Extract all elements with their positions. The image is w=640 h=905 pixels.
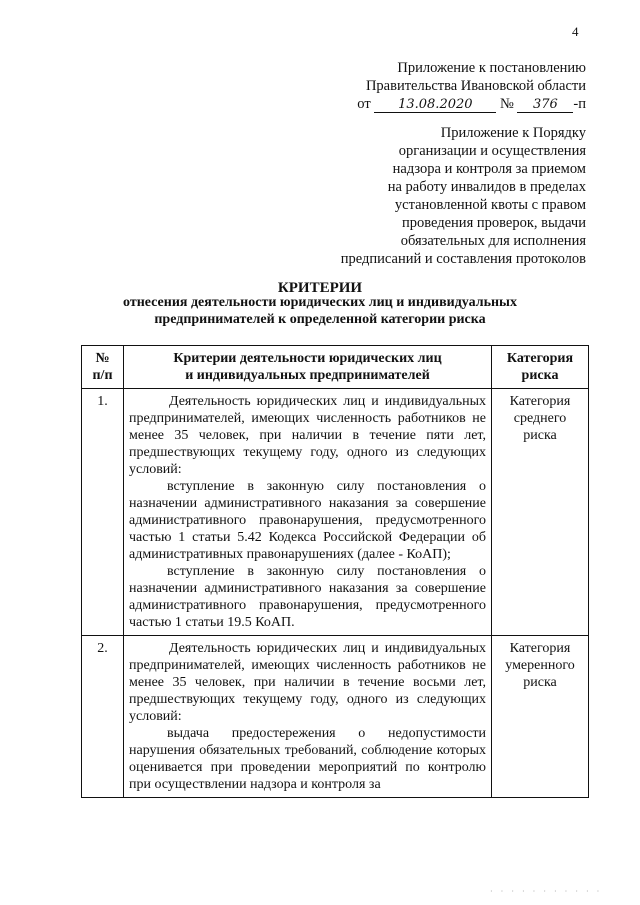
appendix-order-line: установленной квоты с правом <box>394 197 586 213</box>
appendix-order-line: организации и осуществления <box>398 143 586 159</box>
header-criteria-line-1: Критерии деятельности юридических лиц <box>173 351 442 366</box>
scan-marks: · · · · · · · · · · · <box>490 887 603 896</box>
header-number <box>82 346 124 389</box>
criteria-paragraph: Деятельность юридических лиц и индивидуальных предпринимателей, имеющих численность работников не менее 35 человек, при наличии в течение восьми лет, предшествующих текущему году, одного из следующих условий: <box>129 641 486 724</box>
subtitle-line-1: отнесения деятельности юридических лиц и индивидуальных <box>123 295 517 310</box>
number-suffix: -п <box>573 96 586 112</box>
row-category <box>492 636 589 798</box>
header-category-line-1: Категория <box>506 351 574 366</box>
appendix-line-2: Правительства Ивановской области <box>365 78 586 94</box>
header-criteria <box>124 346 492 389</box>
table-header-row <box>82 346 589 389</box>
appendix-order-line: проведения проверок, выдачи <box>401 215 586 231</box>
criteria-paragraph: вступление в законную силу постановления о назначении административного наказания за совершение административного правонарушения, предусмотренного частью 1 статьи 19.5 КоАП. <box>129 564 486 630</box>
category-line-2: среднего <box>513 411 567 426</box>
row-criteria <box>124 636 492 798</box>
appendix-resolution-block <box>296 59 586 113</box>
appendix-order-line: надзора и контроля за приемом <box>392 161 586 177</box>
appendix-order-line: предписаний и составления протоколов <box>340 251 586 267</box>
table-row <box>82 389 589 636</box>
number-prefix: № <box>499 96 514 112</box>
appendix-order-line: Приложение к Порядку <box>440 125 586 141</box>
header-criteria-line-2: и индивидуальных предпринимателей <box>185 368 430 383</box>
document-subtitle <box>70 294 570 328</box>
category-line-2: умеренного <box>505 658 575 673</box>
category-line-3: риска <box>523 428 557 443</box>
document-title: КРИТЕРИИ <box>277 280 363 296</box>
category-line-1: Категория <box>509 641 571 656</box>
appendix-order-block <box>326 124 586 268</box>
appendix-order-line: обязательных для исполнения <box>400 233 586 249</box>
page-number: 4 <box>572 24 579 39</box>
row-category <box>492 389 589 636</box>
criteria-paragraph: Деятельность юридических лиц и индивидуальных предпринимателей, имеющих численность работников не менее 35 человек, при наличии в течение пяти лет, предшествующих текущему году, одного из следующих условий: <box>129 394 486 477</box>
header-number-line-1: № <box>95 351 110 366</box>
header-category <box>492 346 589 389</box>
category-line-1: Категория <box>509 394 571 409</box>
date-value: 13.08.2020 <box>374 98 496 113</box>
appendix-date-number-line <box>296 95 586 113</box>
criteria-table <box>81 345 589 798</box>
criteria-paragraph: вступление в законную силу постановления о назначении административного наказания за совершение административного правонарушения, предусмотренного частью 1 статьи 5.42 Кодекса Российской Федерации об административных правонарушениях (далее - КоАП); <box>129 479 486 562</box>
row-number: 1. <box>82 389 124 636</box>
row-criteria <box>124 389 492 636</box>
appendix-line-1: Приложение к постановлению <box>397 60 586 76</box>
header-number-line-2: п/п <box>92 368 113 383</box>
number-value: 376 <box>517 98 573 113</box>
category-line-3: риска <box>523 675 557 690</box>
date-prefix: от <box>357 96 371 112</box>
row-number: 2. <box>82 636 124 798</box>
table-row <box>82 636 589 798</box>
appendix-order-line: на работу инвалидов в пределах <box>387 179 586 195</box>
subtitle-line-2: предпринимателей к определенной категории риска <box>154 312 486 327</box>
criteria-paragraph: выдача предостережения о недопустимости нарушения обязательных требований, соблюдение которых оценивается при проведении мероприятий по контролю при осуществлении надзора и контроля за <box>129 726 486 792</box>
header-category-line-2: риска <box>521 368 559 383</box>
